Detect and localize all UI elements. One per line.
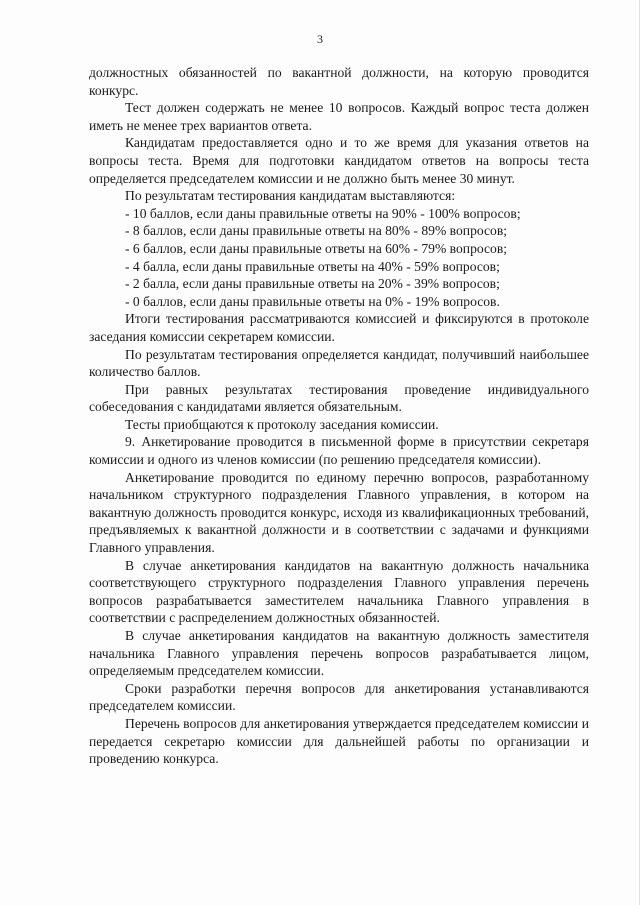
score-list-item: - 8 баллов, если даны правильные ответы на 80% - 89% вопросов; [125, 223, 508, 239]
paragraph-results-protocol: Итоги тестирования рассматриваются комиссией и фиксируются в протоколе заседания комиссии секретарем комиссии. [89, 311, 589, 344]
paragraph-questionnaire-9: 9. Анкетирование проводится в письменной форме в присутствии секретаря комиссии и одного из членов комиссии (по решению председателя комиссии). [89, 434, 589, 468]
paragraph-questionnaire-deadlines: Сроки разработки перечня вопросов для анкетирования устанавливаются председателем комиссии. [89, 680, 589, 714]
score-list [89, 205, 589, 311]
paragraph-questionnaire-list: Анкетирование проводится по единому перечню вопросов, разработанному начальником структурного подразделения Главного управления, в котором на вакантную должность проводится конкурс, исходя из квалификационных требований, предъявляемых к вакантной должности и в соответствии с задачами и функциями Главного управления. [89, 469, 589, 556]
score-list-item: - 0 баллов, если даны правильные ответы на 0% - 19% вопросов. [125, 293, 500, 309]
paragraph-scoring-intro: По результатам тестирования кандидатам выставляются: [125, 188, 456, 204]
page-number: 3 [317, 32, 323, 46]
paragraph-equal-results: При равных результатах тестирования проведение индивидуального собеседования с кандидатами является обязательным. [89, 381, 589, 415]
paragraph-questionnaire-deputy: В случае анкетирования кандидатов на вакантную должность заместителя начальника Главного управления перечень вопросов разрабатывается лицом, определяемым председателем комиссии. [89, 628, 589, 679]
paragraph-continuation: должностных обязанностей по вакантной должности, на которую проводится конкурс. [89, 65, 589, 98]
paragraph-tests-attached: Тесты приобщаются к протоколу заседания комиссии. [125, 416, 439, 432]
paragraph-test-time: Кандидатам предоставляется одно и то же время для указания ответов на вопросы теста. Время для подготовки кандидатом ответов на вопросы теста определяется председателем комиссии и не должно быть менее 30 минут. [89, 135, 589, 186]
document-body [89, 64, 589, 768]
score-list-item: - 6 баллов, если даны правильные ответы на 60% - 79% вопросов; [125, 240, 508, 256]
paragraph-questionnaire-division-head: В случае анкетирования кандидатов на вакантную должность начальника соответствующего структурного подразделения Главного управления перечень вопросов разрабатывается заместителем начальника Главного управления в соответствии с распределением должностных обязанностей. [89, 557, 589, 626]
score-list-item: - 2 балла, если даны правильные ответы на 20% - 39% вопросов; [125, 276, 500, 292]
score-list-item: - 4 балла, если даны правильные ответы на 40% - 59% вопросов; [125, 258, 500, 274]
paragraph-questionnaire-approval: Перечень вопросов для анкетирования утверждается председателем комиссии и передается секретарю комиссии для дальнейшей работы по организации и проведению конкурса. [89, 715, 589, 767]
score-list-item: - 10 баллов, если даны правильные ответы на 90% - 100% вопросов; [125, 205, 521, 221]
paragraph-test-requirements: Тест должен содержать не менее 10 вопросов. Каждый вопрос теста должен иметь не менее трех вариантов ответа. [89, 100, 589, 133]
paragraph-winner: По результатам тестирования определяется кандидат, получивший наибольшее количество баллов. [89, 346, 589, 380]
